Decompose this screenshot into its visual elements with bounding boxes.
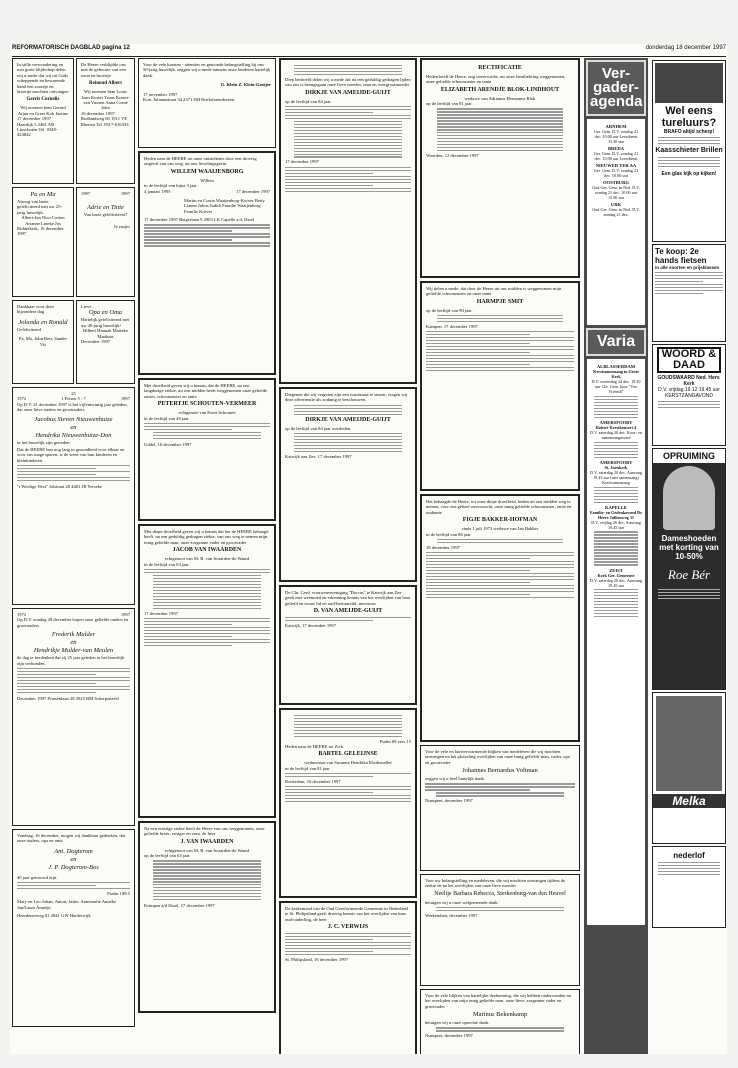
obituary-dorcas [279,585,417,705]
agenda-text: D.V. zaterdag 20 dec. Aanvang 19.45 uur [590,577,642,588]
announce-text: sinds 1 juli 1973 weduwe van Jan Bakker [461,526,539,532]
address: Rodlandweg 60 1911 VE Rhenen Tel. 0317-616333 [80,116,129,127]
date: Rotterdam, 16 december 1997 [285,779,341,785]
parents: Joan Koster Truus Koster-van Vuuren Anna Corné John [81,94,130,111]
agenda-place: NIEUWER TER AA [595,163,637,168]
date: 16 december 1997 [80,110,115,116]
agenda-title: Kerk Ger. Gemeente [597,572,635,578]
thanks-voltman [420,745,580,871]
announce-text: Willem [200,177,214,183]
announce-text: Het behaagde de Heere, tot onze diepe droefheid, heden uit ons midden weg te nemen, voor ons geheel onverwacht, onze innig geliefde schoonzuster, tante en oudtante [426,499,572,515]
deceased-name: J. C. VERWIJS [327,924,369,931]
deceased-name: Neeltje Barbara Rebecca, Sterkenburg-van den Heuvel [434,890,566,897]
year: 1997 [120,612,130,617]
announce-text: Op D.V. zondag 28 december hopen onze geliefde ouders en grootouders [17,617,129,628]
address: Haardijk 5 2461 AB Linschoten Tel. 0348-423842 [17,121,58,138]
age: op de leeftijd van 63 jaar [144,853,190,859]
ad-subtitle: in alle soorten en prijsklassen [655,265,720,270]
heading: Jolanda en Ronald [18,318,68,326]
announce-text: Gefeliciteerd [17,326,41,332]
ad-melka [652,692,726,844]
announce-text: Voor de vele blijken van hartelijke deelneming, die wij hebben ondervonden na het overlijden van mijn innig geliefde man, onze lieve, zorgzame vader en grootvader [425,993,571,1009]
hat-photo [663,466,715,530]
verse: Psalm 69 vers 15 [379,738,411,744]
heading: RECTIFICATIE [478,65,522,71]
spouse-name: Hendrika Nieuwenhuize-Don [35,431,112,439]
announce-text: Alsnog van harte gefeliciteerd met uw 25-jarig huwelijk. [17,199,63,215]
deceased-name: Johannes Bernardus Voltman [462,767,538,775]
thanks-klein [138,58,276,148]
agenda-place: AMERSFOORT [599,459,633,465]
obituary-geleijnse [279,708,417,898]
address: 17 december 1997 Reigerlaan 9 2903 LK Capelle a.d. IJssel [144,217,255,223]
deceased-name: WILLEM WAAIJENBORG [170,168,244,175]
ad-heading: WOORD & DAAD [657,347,721,373]
signature: Je zusjes [113,223,130,229]
deceased-name: DIRKJE VAN AMEIJDE-GUIJT [305,89,391,96]
announce-text: Vandaag, 16 december, mogen wij dankbaar gedenken, dat onze ouders, opa en oma [17,833,125,844]
ad-text: D.V. vrijdag 19.12 19.45 uur KERSTZANGAVOND [658,387,720,399]
date: Woerden, 12 december 1997 [426,153,479,159]
agenda-place: URK [610,202,622,207]
clothing-photo [656,696,722,791]
varia-banner: Varia [586,328,646,356]
verse: Psalm 100:5 [107,890,130,896]
ad-fietsen [652,244,726,342]
signature: G. Klein Z. Klein-Gooijer [220,82,271,88]
agenda-text: D.V. vrijdag 26 dec. Aanvang 19.45 uur [591,519,641,530]
ad-heading: Te koop: 2e hands fietsen [655,247,707,265]
ad-subtitle: GOUDSWAARD Ned. Herv. Kerk [657,375,721,387]
verse: 1 Petrus 5 : 7 [61,396,86,402]
names: Hilbert Hannah Marieke Matthias [82,328,128,339]
thanks-bekenkamp [420,989,580,1054]
signature: Pa, Ma, John Bert, Sander Vis [18,336,67,347]
announce-text: betuigen wij u onze oprechte dank. [425,1020,490,1026]
ad-brand: Melka [653,794,725,808]
date: St. Philipsland, 16 december 1997 [285,957,349,963]
age: in de leeftijd van 63 jaar. [144,561,190,567]
announce-text: weduwnaar van Susanna Hendrika Kleihoneller [304,760,392,766]
eyeglasses-icon [655,63,723,103]
announce-text: Voor de vele en hartverwarmende blijken van medeleven die wij mochten ontvangen na het plotseling overlijden van onze innig geliefde man, vader, opa en grootvader [425,749,570,765]
column-1 [12,58,135,1054]
column-3 [279,58,417,1054]
announce-text: betuigen wij u onze welgemeende dank. [425,899,499,905]
announce-text: Hartelijk gefeliciteerd met uw 40-jarig huwelijk! [80,317,130,328]
date: 17 december 1997 [17,116,51,122]
agenda-text: Oud Ger. Gem. in Ned. D.V. zondag 21 dec. 10.00 uur 15.00 uur [592,185,640,200]
obituary-bakker-hofman [420,494,580,742]
announce-text: Dankbaar voor deze bijzondere dag [17,304,54,315]
deceased-name: D. VAN AMEIJDE-GUIJT [313,608,383,615]
deceased-name: J. VAN IWAARDEN [180,838,234,845]
agenda-place: AMERSFOORT [599,419,633,425]
address: Heerdenerweg 81 2841 GW Harderwijk [17,913,91,919]
agenda-list [587,119,645,325]
announce-text: de dag te herdenken dat zij 25 jaar geleden in het huwelijk zijn verbonden. [17,655,125,666]
spouse-name: J. P. Dogterom-Bos [48,863,99,871]
birth-gerrit [12,58,74,184]
congrats-pa-en-ma [12,187,74,297]
birth-reinoud [76,58,135,184]
agenda-text: D.V. zaterdag 20 dec. Koor- en samenzangavond [590,429,642,440]
ad-subtitle: BRAFO altijd scherp! [663,129,715,135]
announce-text: echtgenote van Evert Schouten [178,410,236,416]
age: op de leeftijd van 81 jaar. [426,101,473,107]
date: December 1997 Prinsenlaan 28 3925 BM Scherpenzeel [17,695,119,701]
anniversary-dogterom [12,829,135,1027]
ad-heading: Wel eens tureluurs? [661,105,717,129]
address: Kon. Julianastraat 34 2371 SM Roelofarendsveen [143,97,235,103]
obituary-van-ameijde [279,58,417,384]
announce-text: Wij delen u mede, dat door de Heere uit ons midden is weggenomen mijn geliefde schoonzuster en onze tante [426,286,562,297]
announce-text: Na een ernstige ziekte heeft de Heere van ons weggenomen, onze geliefde broer, zwager en oom, de heer [144,826,265,837]
meeting-agenda-column [584,58,648,1054]
anniversary-mulder [12,608,135,826]
date: Katwijk, 17 december 1997 [285,623,337,629]
date: Nunspeet, december 1997 [425,798,473,804]
congrats-opa-oma [76,300,135,384]
age: in de leeftijd van bijna 3 jaar. [144,183,198,189]
announce-text: Voor uw belangstelling en medeleven, die wij mochten ontvangen tijdens de ziekte en na het overlijden van onze lieve moeder [425,878,566,889]
deceased-name: ELIZABETH ARENDJE BLOK-LINDHOUT [440,86,560,93]
announce-text: Heden nam de HEERE tot onze ontsteltenis door een droevig ongeval van ons weg, uit ons lievelingsgezin [144,156,257,167]
announce-text: Met diepe droefheid geven wij u kennis dat het de HEERE behaagd heeft, na een geduldig gedragen ziekte, van ons weg te nemen mijn innig geliefde man, onze zorgzame vader en grootvader [144,529,269,545]
year: 1987 [80,191,91,196]
ad-heading: OPRUIMING [653,449,725,463]
column-2 [138,58,276,1054]
spouse-name: Jacobus Steven Nieuwenhuize [34,415,113,423]
announce-text: Wij noemen hem Gerard [20,105,66,111]
agenda-place: ARNHEM [605,124,627,129]
congrats-adrie-tinie [76,187,135,297]
and: en [70,639,77,647]
paper-date: donderdag 18 december 1997 [645,45,726,51]
date: Ridderkerk, 16 december 1997 [17,226,64,237]
page-header [12,44,726,57]
anniversary-nieuwenhuize [12,387,135,605]
date: Katwijk aan Zee, 17 december 1997 [285,453,352,459]
advertisement-column [652,58,726,1054]
agenda-place: BREDA [607,146,625,151]
child-name: Gerrit Cornelis [26,97,60,103]
date: 4 januari 1995 [144,188,171,194]
age: op de leeftijd van 84 jaar. [285,98,332,104]
date: 17 november 1997 [143,91,178,97]
date: Werkendam, december 1997 [425,912,478,918]
and: en [70,423,77,431]
obituary-smit [420,281,580,491]
age: op de leeftijd van 90 jaar. [426,307,473,313]
deceased-name: FIGJE BAKKER-HOFMAN [462,517,538,524]
names: Albert-Jan Nico Corien Arianne Lineke Jos [21,215,65,226]
announce-text: zeggen wij u heel hartelijk dank. [425,776,485,782]
agenda-text: D.V. zaterdag 20 dec. Aanvang 19.45 uur (met samenzang) Kerstsamenzang [590,469,642,485]
age: op de leeftijd van 84 jaar overleden. [285,425,352,431]
announce-text: Diep bedroefd delen wij u mede dat na een geduldig gedragen lijden van ons is heengegaan onze lieve moeder, oma en overgrootmoeder [285,76,411,88]
deceased-name: HARMPJE SMIT [476,298,524,305]
parents: Arjan en Greet Kok Justine [17,110,69,116]
announce-text: Diegenen die wij vergeten zijn een rouwkaart te sturen, vragen wij deze advertentie als zodanig te beschouwen. [285,392,408,403]
announce-text: Van harte gefeliciteerd! [83,212,127,218]
address: "t Woelige Nest" Jolstraat 20 4401 JB Yerseke [17,484,102,490]
spouse-name: Hendrikje Mulder-van Meulen [33,647,114,655]
ad-tagline: Een glas kijk op kijken! [661,171,717,178]
announce-text: De Heere verblijdde ons met de geboorte van een zoon en broertje [80,62,126,78]
date: Krimpen a/d IJssel, 17 december 1997 [144,903,215,909]
column-4 [420,58,580,1054]
anniversary-number: 25 [71,391,76,396]
agenda-banner: Ver-gader-agenda [586,60,646,116]
agenda-text: Ger. Gem. D.V. zondag 21 dec. 10.00 uur [593,168,639,178]
announce-text: Voor de vele kaarten - attenties en getoonde belangstelling bij ons 50-jarig huwelijk, zeggen wij u mede namens onze kinderen hartelijk dank. [143,62,271,78]
names: Martin en Corrie Waaijenborg-Korver Betty Lianne Julius Judith Familie Waaijenborg Familie Korver [184,198,265,214]
ad-kaasschieter [652,60,726,242]
agenda-place: KAPELLE [605,504,627,510]
announce-text: In stille verwondering en met grote blijdschap delen wij u mede dat wij uit Gods scheppende en bewarende hand een zoontje en broertje mochten ontvangen [17,62,69,95]
agenda-place: OOSTBURG [602,180,630,185]
heading: Opa en Oma [88,309,123,317]
year: 1972 [17,396,27,402]
announce-text: echtgenoot van M. B. van Iwaarden-de Waard [164,556,250,562]
agenda-title: Robert Kerstkonsert 4 [595,424,637,430]
deceased-name: DIRKJE VAN AMEIJDE-GUIJT [305,416,391,423]
announce-text: Lieve [80,304,92,309]
agenda-text: D.V. woensdag 24 dec. 19.30 uur Chr. Gem. koor "Vox Vivendi" [591,379,641,394]
announce-text: in het huwelijk zijn getreden. [17,439,71,445]
date: Nunspeet, december 1997 [425,1033,473,1039]
names: Mary en Leo Johan, Anton, Jaske, Annemarie Anneke Jan/Laura Annetje [17,899,116,910]
agenda-place: ALBLASSERDAM [596,364,636,369]
spouse-name: Ant. Dogterom [54,847,93,855]
date: December 1997 [80,339,111,345]
paper-name: REFORMATORISCH DAGBLAD pagina 12 [12,45,130,51]
deceased-name: BARTEL GELEIJNSE [318,751,378,758]
deceased-name: JACOB VAN IWAARDEN [172,547,242,554]
announce-text: Dat de HEERE hen nog lang in gezondheid voor elkaar en voor ons mage sparen, is de wens van hun kinderen en kleinkinderen [17,447,125,463]
year: 1997 [120,396,130,402]
date: 17 december 1997 [285,159,319,165]
rectification-blok-lindhout [420,58,580,278]
ad-brand: Kaasschieter Brillen [655,146,723,154]
announce-text: echtgenoot van M. B. van Iwaarden-de Waard [164,847,250,853]
ad-woord-en-daad [652,344,726,446]
date: 17 december 1997 [236,188,270,194]
ad-subtitle: Dameshoeden met korting van 10-50% [659,534,719,561]
obituary-verwijs [279,901,417,1054]
announce-text: weduwe van Adrianus Hermanus Blok [464,95,536,101]
congrats-jolanda [12,300,74,384]
announce-text: Wij noemen hem Louis [83,89,127,95]
announce-text: Heden nam de HEERE tot Zich [285,744,344,750]
child-name: Reinoud Albert [88,81,122,87]
ad-nederlof [652,846,726,928]
ad-brand: nederlof [673,851,705,860]
announce-text: 40 jaar getrouwd zijn. [17,874,58,880]
announce-text: De Chr. Gerd. vrouwenvereniging "Dorcas" te Katwijk aan Zee geeft met weemoed en erkenning kennis van het overlijden van haar geliefd en trouw lid en oud-bestuurslid, mevrouw [285,590,411,606]
varia-list [587,359,645,925]
obituary-waaijenborg [138,151,276,375]
age: in de leeftijd van 49 jaar [144,415,189,421]
agenda-text: Ger. Gem. D.V. zondag 21 dec. 10.00 uur Leesdienst 15.30 uur [593,129,639,144]
heading: Adrie en Tinie [87,204,124,212]
announce-text: Heden heeft de Heere, nog onverwacht, uit onze familiekring weggenomen, onze geliefde schoonzuster en tante [426,74,566,85]
ad-opruiming [652,448,726,690]
and: en [70,855,77,863]
deceased-name: PETERTJE SCHOUTEN-VERMEER [157,401,257,408]
date: 17 december 1997 [144,610,178,616]
age: in de leeftijd van 86 jaar [426,531,471,537]
spouse-name: Frederik Mulder [51,631,96,639]
heading: Pa en Ma [30,191,56,198]
obituary-van-ameijde-2 [279,387,417,582]
announce-text: Op D.V. 21 december 1997 is het vijfentwintig jaar geleden, dat onze lieve ouders en grootouders [17,401,128,413]
agenda-place: ZEIST [609,567,623,573]
agenda-title: Kerstsamenzang in Grote Kerk [593,369,639,379]
date: Uddel, 16 december 1997 [144,441,192,447]
agenda-text: Ger. Gem. D.V. zondag 21 dec. 10.00 uur Leesdienst [593,151,639,161]
obituary-schouten [138,378,276,521]
deceased-name: Marinus Bekenkamp [472,1011,528,1019]
age: in de leeftijd van 81 jaar [285,765,330,771]
ad-brand: Roe Bér [667,567,711,582]
announce-text: De kerkenraad van de Oud Gereformeerde Gemeente in Nederland te St. Philipsland geeft droevig kennis van het overlijden van haar oud-ouderling, de heer [285,906,408,922]
obituary-j-van-iwaarden [138,821,276,1013]
thanks-sterkenburg [420,874,580,986]
announce-text: Met droefheid geven wij u kennis, dat de HEERE, na een langdurige ziekte, uit ons midden heeft weggenomen onze geliefde zuster, schoonzuster en tante [144,383,268,399]
agenda-title: Familie- en Gedenkavond De Heere Jullienweg 31 [590,509,642,520]
date: 18 december 1997 [426,544,460,550]
year: 1997 [120,191,130,196]
date: Kampen, 17 december 1997 [426,323,478,329]
agenda-text: Oud Ger. Gem. in Ned. D.V. zondag 21 dec. [592,207,640,217]
obituary-van-iwaarden [138,524,276,818]
agenda-title: St. Joriskerk [604,464,628,470]
year: 1972 [17,612,27,617]
